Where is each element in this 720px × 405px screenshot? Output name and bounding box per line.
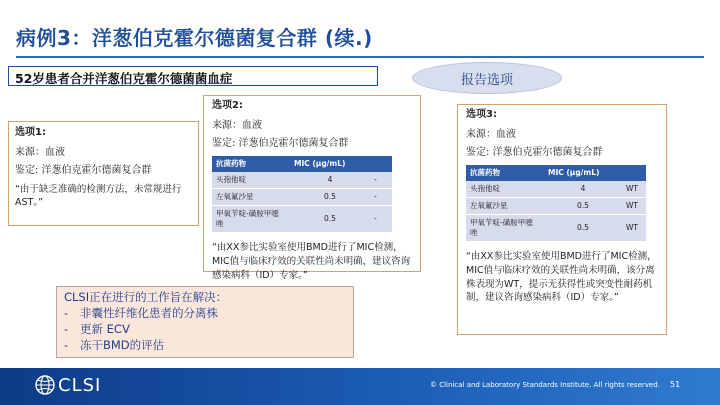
option-3-note: “由XX参比实验室使用BMD进行了MIC检测，MIC值与临床疗效的关联性尚未明确，该分离株表现为WT，提示无获得性或突变性耐药机制，建议咨询感染病科（ID）专家。” — [466, 251, 657, 304]
option-3-identification: 鉴定: 洋葱伯克霍尔德菌复合群 — [466, 147, 603, 158]
clsi-item: - 冻干BMD的评估 — [64, 338, 346, 354]
clsi-work-box — [56, 286, 354, 358]
option-3-card — [457, 104, 667, 335]
interp-cell: - — [370, 172, 392, 189]
mic-cell: 0.5 — [290, 205, 370, 232]
option-3-source: 来源：血液 — [466, 128, 516, 140]
option-3-mic-table — [466, 165, 646, 243]
interp-cell: WT — [622, 181, 646, 198]
drug-cell: 左氧氟沙星 — [212, 188, 290, 205]
copyright-text: © Clinical and Laboratory Standards Institute. All rights reserved. — [430, 381, 660, 389]
option-2-heading: 选项2: — [212, 100, 243, 111]
interp-cell: WT — [622, 197, 646, 214]
table-row — [466, 197, 646, 214]
option-2-card — [203, 95, 421, 281]
table-header: 抗菌药物 — [466, 165, 544, 181]
table-row — [466, 181, 646, 198]
logo-text: CLSI — [58, 374, 102, 396]
option-1-heading: 选项1: — [15, 127, 46, 138]
mic-cell: 0.5 — [290, 188, 370, 205]
report-options-tab[interactable] — [412, 62, 562, 94]
interp-cell: - — [370, 205, 392, 232]
globe-icon — [34, 374, 56, 396]
table-header: MIC (μg/mL) — [544, 165, 622, 181]
drug-cell: 左氧氟沙星 — [466, 197, 544, 214]
option-1-source: 来源：血液 — [15, 146, 65, 158]
table-header — [622, 165, 646, 181]
option-2-note: “由XX参比实验室使用BMD进行了MIC检测，MIC值与临床疗效的关联性尚未明确，建议咨询感染病科（ID）专家。” — [212, 242, 411, 281]
table-row — [212, 172, 392, 189]
interp-cell: - — [370, 188, 392, 205]
drug-cell: 甲氧苄啶-磺胺甲噁唑 — [212, 205, 290, 232]
table-header — [370, 156, 392, 172]
option-1-note: “由于缺乏准确的检测方法，未常规进行AST。” — [15, 183, 182, 209]
drug-cell: 头孢他啶 — [212, 172, 290, 189]
report-options-label: 报告选项 — [460, 72, 513, 88]
option-3-heading: 选项3: — [466, 109, 497, 120]
option-2-source: 来源：血液 — [212, 119, 262, 131]
table-header: 抗菌药物 — [212, 156, 290, 172]
option-2-mic-table — [212, 156, 392, 234]
mic-cell: 0.5 — [544, 214, 622, 241]
drug-cell: 头孢他啶 — [466, 181, 544, 198]
table-row — [212, 205, 392, 232]
footer-bar — [0, 368, 720, 405]
drug-cell: 甲氧苄啶-磺胺甲噁唑 — [466, 214, 544, 241]
case-header: 52岁患者合并洋葱伯克霍尔德菌菌血症 — [8, 66, 378, 86]
option-1-identification: 鉴定: 洋葱伯克霍尔德菌复合群 — [15, 165, 152, 176]
mic-cell: 4 — [290, 172, 370, 189]
page-number: 51 — [670, 380, 681, 389]
title-divider — [16, 56, 704, 58]
table-header: MIC (μg/mL) — [290, 156, 370, 172]
interp-cell: WT — [622, 214, 646, 241]
clsi-item: - 非囊性纤维化患者的分离株 — [64, 306, 346, 322]
clsi-logo — [34, 374, 101, 396]
clsi-heading: CLSI正在进行的工作旨在解决： — [64, 290, 228, 304]
option-2-identification: 鉴定: 洋葱伯克霍尔德菌复合群 — [212, 138, 349, 149]
mic-cell: 0.5 — [544, 197, 622, 214]
table-row — [466, 214, 646, 241]
mic-cell: 4 — [544, 181, 622, 198]
option-1-card — [8, 121, 199, 226]
table-row — [212, 188, 392, 205]
slide-title: 病例3：洋葱伯克霍尔德菌复合群 (续.) — [16, 26, 373, 50]
clsi-item: - 更新 ECV — [64, 322, 346, 338]
